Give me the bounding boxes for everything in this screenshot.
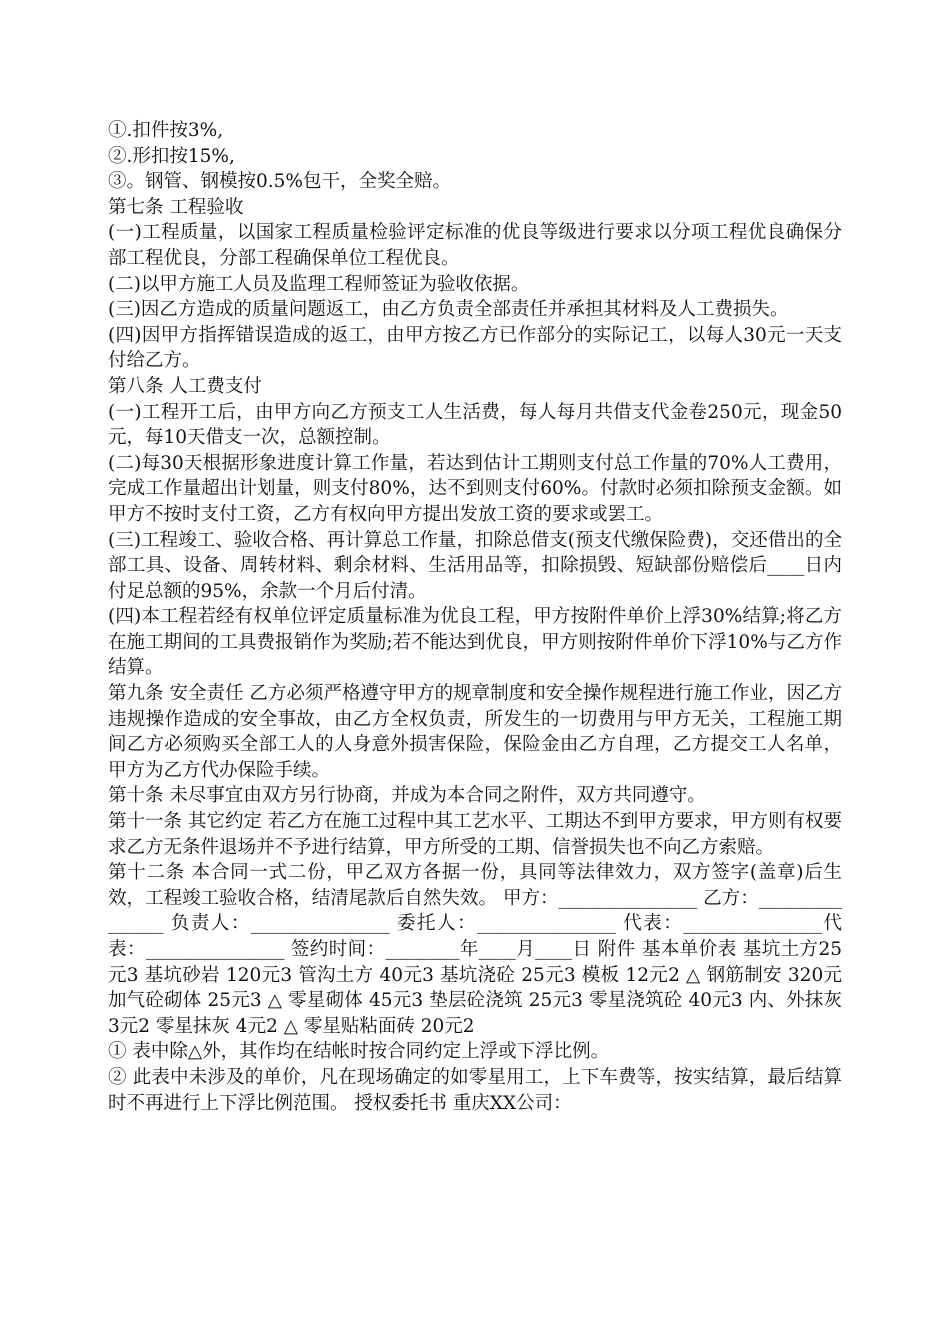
clause-steel-pipe-rate: ③。钢管、钢模按0.5%包干，全奖全赔。	[108, 171, 452, 193]
table-note-1: ① 表中除△外，其作均在结帐时按合同约定上浮或下浮比例。	[108, 1041, 610, 1063]
article-8-item-1: (一)工程开工后，由甲方向乙方预支工人生活费，每人每月共借支代金卷250元，现金50元，每10天借支一次，总额控制。	[108, 401, 842, 449]
article-7-item-3: (三)因乙方造成的质量问题返工，由乙方负责全部责任并承担其材料及人工费损失。	[108, 299, 789, 321]
article-8-item-3: (三)工程竣工、验收合格、再计算总工作量，扣除总借支(预支代缴保险费)，交还借出的全部工具、设备、周转材料、剩余材料、生活用品等，扣除损毁、短缺部份赔偿后____日内付足总额的95%，余款一个月后付清。	[108, 529, 842, 602]
article-10: 第十条 未尽事宜由双方另行协商，并成为本合同之附件，双方共同遵守。	[108, 785, 706, 807]
clause-shaped-fastener-rate: ②.形扣按15%,	[108, 145, 235, 167]
article-7-item-2: (二)以甲方施工人员及监理工程师签证为验收依据。	[108, 273, 530, 295]
clause-fastener-rate: ①.扣件按3%,	[108, 120, 224, 141]
article-7-item-4: (四)因甲方指挥错误造成的返工，由甲方按乙方已作部分的实际记工，以每人30元一天支付给乙方。	[108, 324, 842, 372]
article-8-item-4: (四)本工程若经有权单位评定质量标准为优良工程，甲方按附件单价上浮30%结算;将乙方在施工期间的工具费报销作为奖励;若不能达到优良，甲方则按附件单价下浮10%与乙方作结算。	[108, 606, 842, 679]
article-7-heading: 第七条 工程验收	[108, 196, 244, 218]
article-9-safety: 第九条 安全责任 乙方必须严格遵守甲方的规章制度和安全操作规程进行施工作业，因乙方违规操作造成的安全事故，由乙方全权负责，所发生的一切费用与甲方无关，工程施工期间乙方必须购买全部工人的人身意外损害保险，保险金由乙方自理，乙方提交工人名单，甲方为乙方代办保险手续。	[108, 683, 842, 781]
article-8-heading: 第八条 人工费支付	[108, 375, 262, 397]
table-note-2: ② 此表中未涉及的单价，凡在现场确定的如零星用工，上下车费等，按实结算，最后结算时不再进行上下浮比例范围。 授权委托书 重庆XX公司：	[108, 1066, 842, 1114]
article-12-signatures-and-price-table: 第十二条 本合同一式二份，甲乙双方各据一份，具同等法律效力，双方签字(盖章)后生效，工程竣工验收合格，结清尾款后自然失效。 甲方：_______________ 乙方：_______________ 负责人：_______________ 委托人：_______________ 代表：_______________代表：_______________ 签约时间：________年____月____日 附件 基本单价表 基坑土方25元3 基坑砂岩 120元3 管沟土方 40元3 基坑浇砼 25元3 模板 12元2 △ 钢筋制安 320元 加气砼砌体 25元3 △ 零星砌体 45元3 垫层砼浇筑 25元3 零星浇筑砼 40元3 内、外抹灰 3元2 零星抹灰 4元2 △ 零星贴粘面砖 20元2	[108, 862, 842, 1037]
article-8-item-2: (二)每30天根据形象进度计算工作量，若达到估计工期则支付总工作量的70%人工费用，完成工作量超出计划量，则支付80%，达不到则支付60%。付款时必须扣除预支金额。如甲方不按时支付工资，乙方有权向甲方提出发放工资的要求或罢工。	[108, 452, 842, 525]
article-7-item-1: (一)工程质量，以国家工程质量检验评定标准的优良等级进行要求以分项工程优良确保分部工程优良，分部工程确保单位工程优良。	[108, 222, 842, 269]
article-11: 第十一条 其它约定 若乙方在施工过程中其工艺水平、工期达不到甲方要求，甲方则有权要求乙方无条件退场并不予进行结算，甲方所受的工期、信誉损失也不向乙方索赔。	[108, 811, 842, 858]
document-page	[108, 118, 842, 1116]
